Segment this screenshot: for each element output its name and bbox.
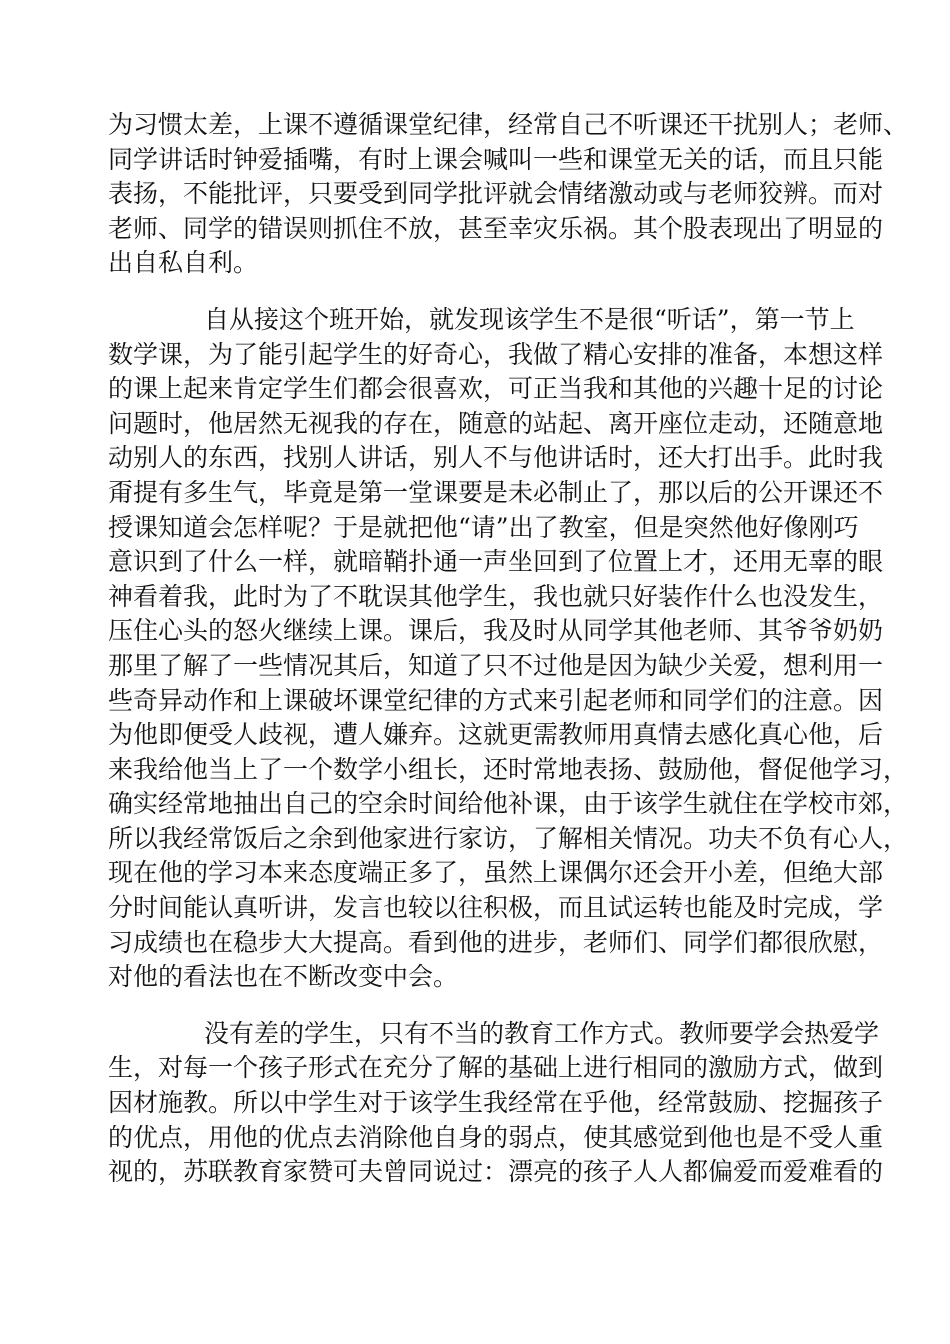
text-line: 表扬，不能批评，只要受到同学批评就会情绪激动或与老师狡辨。而对 <box>108 179 884 209</box>
paragraph-spacer <box>108 995 846 1017</box>
text-line: 所以我经常饭后之余到他家进行家访，了解相关情况。功夫不负有心人， <box>108 823 909 853</box>
text-line: 生，对每一个孩子形式在充分了解的基础上进行相同的激励方式，做到 <box>108 1053 884 1083</box>
document-body <box>108 108 909 1190</box>
text-line: 视的，苏联教育家赞可夫曾同说过：漂亮的孩子人人都偏爱而爱难看的 <box>108 1157 884 1187</box>
text-line: 数学课，为了能引起学生的好奇心，我做了精心安排的准备，本想这样 <box>108 339 884 369</box>
text-line: 习成绩也在稳步大大提高。看到他的进步，老师们、同学们都很欣慰， <box>108 927 884 957</box>
text-line: 出自私自利。 <box>108 248 259 278</box>
text-line: 现在他的学习本来态度端正多了，虽然上课偶尔还会开小差，但绝大部 <box>108 858 884 888</box>
text-line: 为习惯太差，上课不遵循课堂纪律，经常自己不听课还干扰别人；老师、 <box>108 110 909 139</box>
text-line: 意识到了什么一样，就暗鞘扑通一声坐回到了位置上才，还用无辜的眼 <box>108 547 884 577</box>
paragraph-spacer <box>108 281 846 303</box>
text-line: 没有差的学生，只有不当的教育工作方式。教师要学会热爱学 <box>204 1018 880 1048</box>
text-line: 自从接这个班开始，就发现该学生不是很“听话”，第一节上 <box>204 304 855 334</box>
text-line: 授课知道会怎样呢？于是就把他“请”出了教室，但是突然他好像刚巧 <box>108 512 859 542</box>
text-line: 问题时，他居然无视我的存在，随意的站起、离开座位走动，还随意地 <box>108 408 884 438</box>
text-line: 同学讲话时钟爱插嘴，有时上课会喊叫一些和课堂无关的话，而且只能 <box>108 144 884 174</box>
text-line: 老师、同学的错误则抓住不放，甚至幸灾乐祸。其个股表现出了明显的 <box>108 213 884 243</box>
paragraph-3 <box>108 1017 884 1190</box>
text-line: 甭提有多生气，毕竟是第一堂课要是未必制止了，那以后的公开课还不 <box>108 477 884 507</box>
text-line: 那里了解了一些情况其后，知道了只不过他是因为缺少关爱，想利用一 <box>108 650 884 680</box>
text-line: 来我给他当上了一个数学小组长，还时常地表扬、鼓励他，督促他学习， <box>108 754 909 784</box>
text-line: 压住心头的怒火继续上课。课后，我及时从同学其他老师、其爷爷奶奶 <box>108 616 884 646</box>
text-line: 些奇异动作和上课破坏课堂纪律的方式来引起老师和同学们的注意。因 <box>108 685 884 715</box>
text-line: 对他的看法也在不断改变中会。 <box>108 962 459 992</box>
text-line: 为他即便受人歧视，遭人嫌弃。这就更需教师用真情去感化真心他，后 <box>108 720 884 750</box>
text-line: 神看着我，此时为了不耽误其他学生，我也就只好装作什么也没发生， <box>108 581 884 611</box>
text-line: 确实经常地抽出自己的空余时间给他补课，由于该学生就住在学校市郊， <box>108 789 909 819</box>
paragraph-2 <box>108 303 909 995</box>
paragraph-1 <box>108 108 909 281</box>
text-line: 因材施教。所以中学生对于该学生我经常在乎他，经常鼓励、挖掘孩子 <box>108 1088 884 1118</box>
text-line: 的课上起来肯定学生们都会很喜欢，可正当我和其他的兴趣十足的讨论 <box>108 374 884 404</box>
text-line: 分时间能认真听讲，发言也较以往积极，而且试运转也能及时完成，学 <box>108 893 884 923</box>
text-line: 的优点，用他的优点去消除他自身的弱点，使其感觉到他也是不受人重 <box>108 1122 884 1152</box>
text-line: 动别人的东西，找别人讲话，别人不与他讲话时，还大打出手。此时我 <box>108 443 884 473</box>
